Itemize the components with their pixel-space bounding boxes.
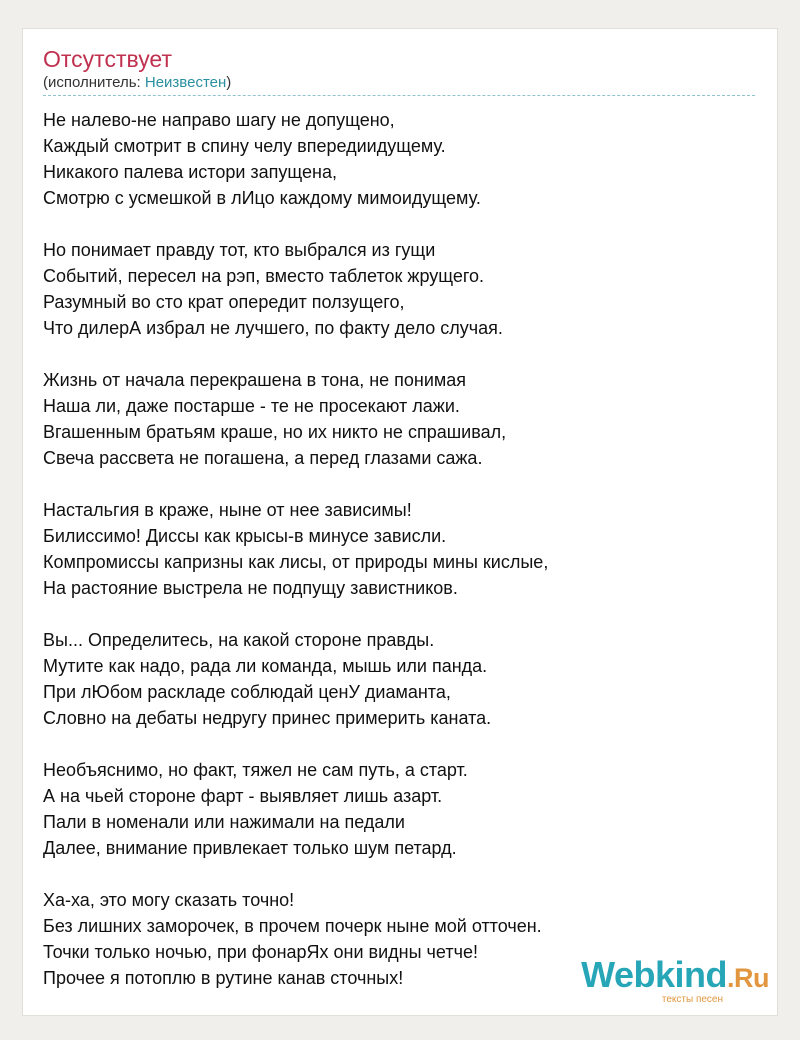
lyrics-stanza	[43, 757, 757, 861]
artist-suffix: )	[226, 74, 232, 91]
logo-tld: .Ru	[727, 963, 769, 993]
lyrics-line: Жизнь от начала перекрашена в тона, не понимая	[43, 370, 467, 390]
lyrics-line: Далее, внимание привлекает только шум петард.	[43, 838, 457, 858]
lyrics-line: Вы... Определитесь, на какой стороне правды.	[43, 630, 435, 650]
lyrics-line: Наша ли, даже постарше - те не просекают лажи.	[43, 396, 460, 416]
lyrics-line: Точки только ночью, при фонарЯх они видны четче!	[43, 942, 478, 962]
lyrics-line: Никакого палева истори запущена,	[43, 162, 338, 182]
lyrics-line: Разумный во сто крат опередит ползущего,	[43, 292, 405, 312]
logo-brand: Webkind	[581, 954, 727, 995]
lyrics-stanza	[43, 627, 757, 731]
lyrics-line: Без лишних заморочек, в прочем почерк ныне мой отточен.	[43, 916, 542, 936]
lyrics-stanza	[43, 107, 757, 211]
lyrics-line: Свеча рассвета не погашена, а перед глазами сажа.	[43, 448, 483, 468]
lyrics-line: Смотрю с усмешкой в лИцо каждому мимоидущему.	[43, 188, 481, 208]
lyrics-line: Словно на дебаты недругу принес примерить каната.	[43, 708, 492, 728]
lyrics-card	[22, 28, 778, 1016]
lyrics-line: На растояние выстрела не подпущу завистников.	[43, 578, 458, 598]
logo-tagline: тексты песен	[661, 994, 723, 1005]
lyrics-line: При лЮбом раскладе соблюдай ценУ диаманта,	[43, 682, 451, 702]
lyrics-line: Компромиссы капризны как лисы, от природы мины кислые,	[43, 552, 549, 572]
lyrics-text	[43, 107, 757, 1017]
lyrics-line: Каждый смотрит в спину челу впередиидущему.	[43, 136, 446, 156]
artist-link[interactable]: Неизвестен	[144, 74, 227, 91]
lyrics-line: Ха-ха, это могу сказать точно!	[43, 890, 295, 910]
song-title: Отсутствует	[43, 46, 172, 72]
site-logo[interactable]	[581, 956, 769, 1005]
lyrics-stanza	[43, 497, 757, 601]
lyrics-line: Но понимает правду тот, кто выбрался из гущи	[43, 240, 436, 260]
artist-line	[43, 74, 231, 92]
lyrics-line: Мутите как надо, рада ли команда, мышь или панда.	[43, 656, 488, 676]
header-divider	[43, 95, 755, 96]
lyrics-line: Не налево-не направо шагу не допущено,	[43, 110, 395, 130]
lyrics-stanza	[43, 367, 757, 471]
artist-prefix: (исполнитель:	[43, 74, 145, 91]
lyrics-stanza	[43, 237, 757, 341]
lyrics-line: Пали в номенали или нажимали на педали	[43, 812, 405, 832]
lyrics-line: Прочее я потоплю в рутине канав сточных!	[43, 968, 404, 988]
lyrics-line: А на чьей стороне фарт - выявляет лишь азарт.	[43, 786, 443, 806]
lyrics-line: Настальгия в краже, ныне от нее зависимы!	[43, 500, 412, 520]
lyrics-line: Вгашенным братьям краше, но их никто не спрашивал,	[43, 422, 507, 442]
lyrics-line: Событий, пересел на рэп, вместо таблеток жрущего.	[43, 266, 485, 286]
lyrics-line: Что дилерА избрал не лучшего, по факту дело случая.	[43, 318, 503, 338]
logo-wordmark	[581, 956, 769, 997]
lyrics-line: Необъяснимо, но факт, тяжел не сам путь, а старт.	[43, 760, 468, 780]
lyrics-line: Билиссимо! Диссы как крысы-в минусе зависли.	[43, 526, 447, 546]
